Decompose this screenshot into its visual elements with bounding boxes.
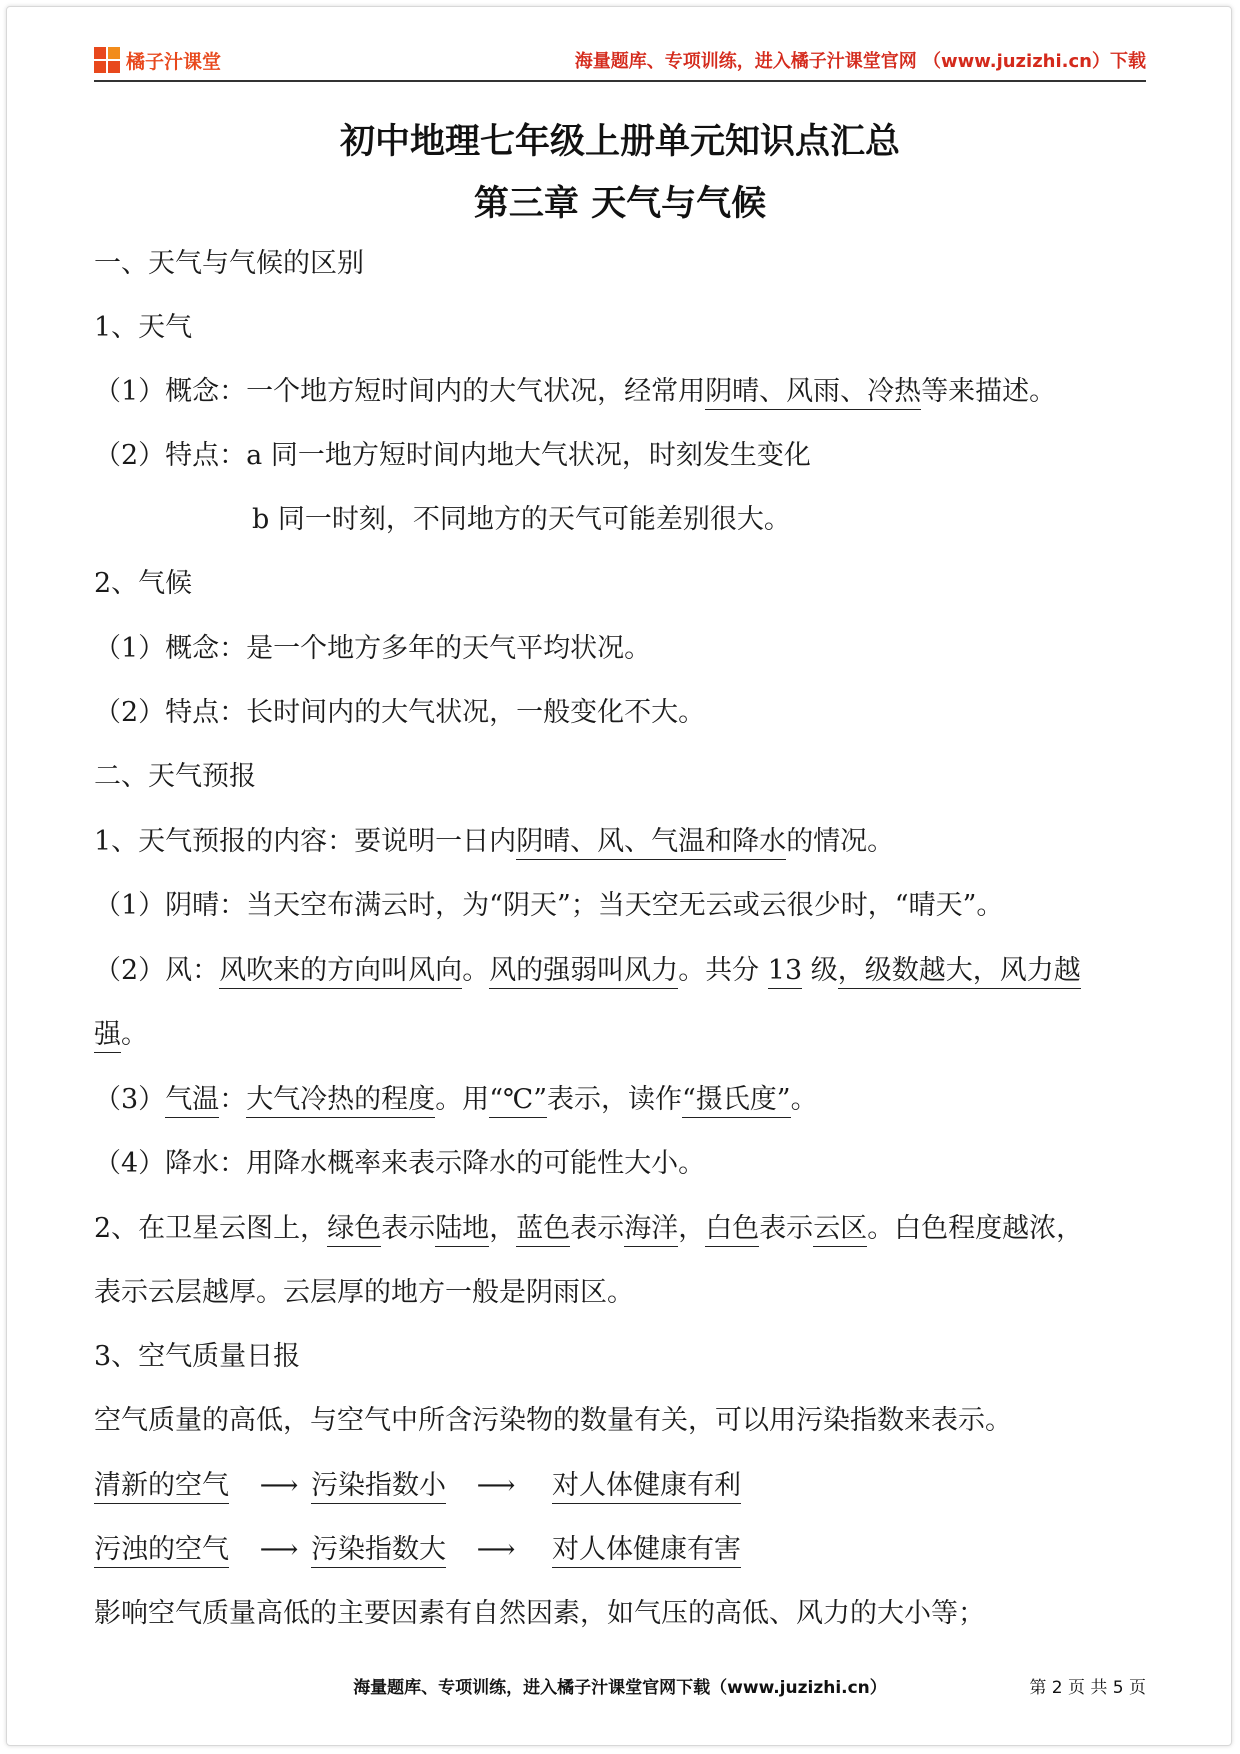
paragraph: （2）特点：a 同一地方短时间内地大气状况，时刻发生变化 [94,440,811,471]
paragraph: （1）概念：是一个地方多年的天气平均状况。 [94,633,652,664]
underlined-text: 白色 [705,1213,759,1247]
paragraph: 表示云层越厚。云层厚的地方一般是阴雨区。 [94,1277,634,1308]
underlined-text: 阴晴、风雨、冷热 [705,376,921,410]
text: 等来描述。 [921,376,1057,407]
subsection-heading: 2、气候 [94,568,193,599]
underlined-text: 污染指数小 [311,1470,446,1504]
text: 。 [790,1084,818,1115]
underlined-text: 海洋 [624,1213,678,1247]
flow-row-dirty [94,1536,741,1563]
text: 表示 [759,1213,814,1244]
page-header [94,40,1146,82]
underlined-text: 气温 [165,1084,219,1118]
paragraph: （1）阴晴：当天空布满云时，为“阴天”；当天空无云或云很少时，“晴天”。 [94,890,1004,921]
text: 2、在卫星云图上， [94,1213,328,1244]
paragraph [94,1215,1083,1242]
right-arrow-icon: ⟶ [259,1534,299,1565]
paragraph: b 同一时刻，不同地方的天气可能差别很大。 [252,504,791,535]
section-heading: 一、天气与气候的区别 [94,248,364,279]
underlined-text: 污染指数大 [311,1534,446,1568]
right-arrow-icon: ⟶ [476,1534,516,1565]
document-title: 初中地理七年级上册单元知识点汇总 [339,122,900,162]
text: 。白色程度越浓， [867,1213,1084,1244]
logo-text: 橘子汁课堂 [126,50,222,73]
text: 。共分 [678,955,768,986]
paragraph: 影响空气质量高低的主要因素有自然因素，如气压的高低、风力的大小等； [94,1598,985,1629]
underlined-text: 13 [768,955,802,989]
underlined-text: “摄氏度” [682,1084,791,1118]
text: （1）概念：一个地方短时间内的大气状况，经常用 [94,376,706,407]
text: 表示 [381,1213,436,1244]
page-number: 第 2 页 共 5 页 [1029,1677,1146,1698]
right-arrow-icon: ⟶ [259,1470,299,1501]
underlined-text: 大气冷热的程度 [246,1084,435,1118]
paragraph [94,1021,148,1048]
underlined-text: 阴晴、风、气温和降水 [516,826,786,860]
underlined-text: 对人体健康有利 [552,1470,741,1504]
text: 表示，读作 [547,1084,682,1115]
text: 。用 [435,1084,490,1115]
page-footer [94,1670,1146,1700]
paragraph: 空气质量的高低，与空气中所含污染物的数量有关，可以用污染指数来表示。 [94,1405,1012,1436]
underlined-text: “℃” [489,1084,547,1118]
underlined-text: 风吹来的方向叫风向 [219,955,462,989]
underlined-text: 绿色 [327,1213,381,1247]
section-heading: 二、天气预报 [94,761,256,792]
text: 1、天气预报的内容：要说明一日内 [94,826,517,857]
chapter-title: 第三章 天气与气候 [473,184,767,224]
text: ： [219,1084,247,1115]
subsection-heading: 1、天气 [94,312,193,343]
text: （2）风： [94,955,220,986]
underlined-text: 强 [94,1019,121,1053]
underlined-text: 清新的空气 [94,1470,229,1504]
text: ， [678,1213,706,1244]
text: 的情况。 [786,826,895,857]
header-slogan: 海量题库、专项训练，进入橘子汁课堂官网 （www.juzizhi.cn）下载 [574,51,1146,72]
underlined-text: 蓝色 [516,1213,570,1247]
text: 表示 [570,1213,625,1244]
subsection-heading: 3、空气质量日报 [94,1341,301,1372]
paragraph: （2）特点：长时间内的大气状况，一般变化不大。 [94,697,706,728]
footer-text: 海量题库、专项训练，进入橘子汁课堂官网下载（www.juzizhi.cn） [353,1677,887,1698]
text: ， [489,1213,517,1244]
underlined-text: 污浊的空气 [94,1534,229,1568]
right-arrow-icon: ⟶ [476,1470,516,1501]
brand-logo [94,47,221,74]
text: 。 [121,1019,148,1050]
underlined-text: 云区 [813,1213,867,1247]
underlined-text: ，级数越大，风力越 [838,955,1081,989]
underlined-text: 风的强弱叫风力 [489,955,678,989]
flow-row-fresh [94,1472,741,1499]
paragraph [94,828,894,855]
underlined-text: 陆地 [435,1213,489,1247]
text: 。 [462,955,490,986]
paragraph [94,1086,818,1113]
paragraph [94,378,1056,405]
underlined-text: 对人体健康有害 [552,1534,741,1568]
text: （3） [94,1084,166,1115]
paragraph: （4）降水：用降水概率来表示降水的可能性大小。 [94,1148,706,1179]
text: 级 [802,955,838,986]
logo-icon [94,47,120,73]
paragraph [94,957,1081,984]
